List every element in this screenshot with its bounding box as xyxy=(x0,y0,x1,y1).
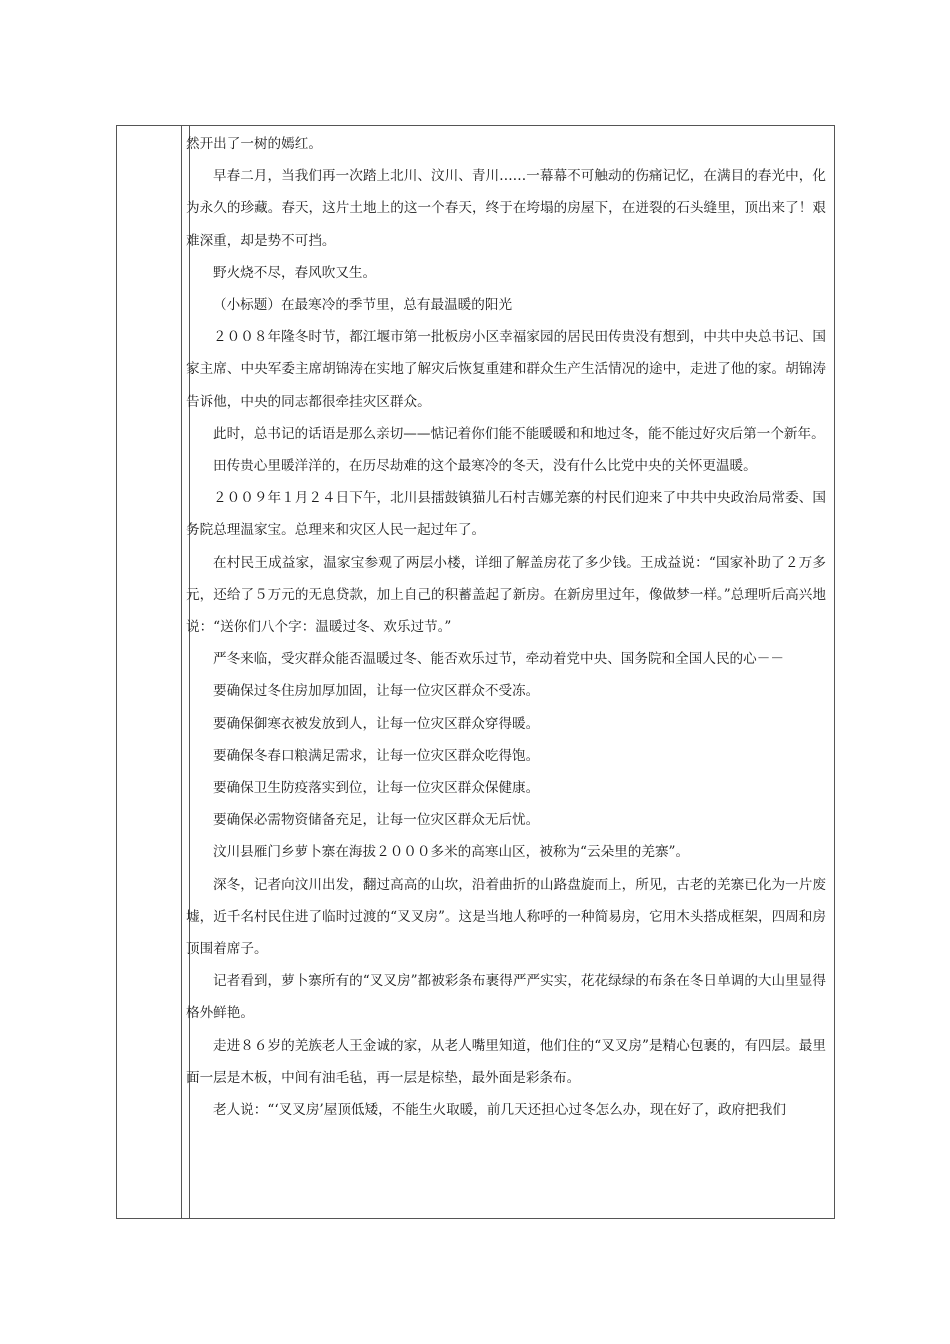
article-body xyxy=(186,128,826,1126)
paragraph: 记者看到，萝卜寨所有的“叉叉房”都被彩条布裹得严严实实，花花绿绿的布条在冬日单调的大山里显得格外鲜艳。 xyxy=(186,973,826,1022)
paragraph: 然开出了一树的嫣红。 xyxy=(186,136,322,152)
paragraph: 野火烧不尽，春风吹又生。 xyxy=(213,264,377,281)
paragraph: （小标题）在最寒冷的季节里，总有最温暖的阳光 xyxy=(213,297,513,314)
paragraph: 汶川县雁门乡萝卜寨在海拔２０００多米的高寒山区，被称为“云朵里的羌寨”。 xyxy=(213,844,690,861)
column-divider-left xyxy=(181,126,182,1218)
paragraph: 早春二月，当我们再一次踏上北川、汶川、青川……一幕幕不可触动的伤痛记忆，在满目的春光中，化为永久的珍藏。春天，这片土地上的这一个春天，终于在垮塌的房屋下，在迸裂的石头缝里，顶出来了！艰难深重，却是势不可挡。 xyxy=(186,168,826,249)
paragraph: 老人说：“‘叉叉房’屋顶低矮，不能生火取暖，前几天还担心过冬怎么办，现在好了，政府把我们 xyxy=(213,1102,786,1119)
paragraph: 要确保过冬住房加厚加固，让每一位灾区群众不受冻。 xyxy=(213,683,540,700)
paragraph: 要确保冬春口粮满足需求，让每一位灾区群众吃得饱。 xyxy=(213,747,540,764)
paragraph: ２００９年１月２４日下午，北川县擂鼓镇猫儿石村吉娜羌寨的村民们迎来了中共中央政治局常委、国务院总理温家宝。总理来和灾区人民一起过年了。 xyxy=(186,490,826,539)
paragraph: 在村民王成益家，温家宝参观了两层小楼，详细了解盖房花了多少钱。王成益说：“国家补助了２万多元，还给了５万元的无息贷款，加上自己的积蓄盖起了新房。在新房里过年，像做梦一样。”总理听后高兴地说：“送你们八个字：温暖过冬、欢乐过节。” xyxy=(186,554,826,636)
paragraph: 要确保卫生防疫落实到位，让每一位灾区群众保健康。 xyxy=(213,780,540,797)
paragraph: 田传贵心里暖洋洋的，在历尽劫难的这个最寒冷的冬天，没有什么比党中央的关怀更温暖。 xyxy=(213,458,757,475)
paragraph: 此时，总书记的话语是那么亲切——惦记着你们能不能暖暖和和地过冬，能不能过好灾后第一个新年。 xyxy=(213,425,825,442)
paragraph: 要确保御寒衣被发放到人，让每一位灾区群众穿得暖。 xyxy=(213,715,540,732)
paragraph: 要确保必需物资储备充足，让每一位灾区群众无后忧。 xyxy=(213,812,540,829)
paragraph: 走进８６岁的羌族老人王金诚的家，从老人嘴里知道，他们住的“叉叉房”是精心包裹的，有四层。最里面一层是木板，中间有油毛毡，再一层是棕垫，最外面是彩条布。 xyxy=(186,1037,826,1086)
paragraph: 严冬来临，受灾群众能否温暖过冬、能否欢乐过节，牵动着党中央、国务院和全国人民的心－－ xyxy=(213,651,784,668)
paragraph: 深冬，记者向汶川出发，翻过高高的山坎，沿着曲折的山路盘旋而上，所见，古老的羌寨已化为一片废墟，近千名村民住进了临时过渡的“叉叉房”。这是当地人称呼的一种简易房，它用木头搭成框架，四周和房顶围着席子。 xyxy=(186,876,826,958)
paragraph: ２００８年隆冬时节，都江堰市第一批板房小区幸福家园的居民田传贵没有想到，中共中央总书记、国家主席、中央军委主席胡锦涛在实地了解灾后恢复重建和群众生产生活情况的途中，走进了他的家。胡锦涛告诉他，中央的同志都很牵挂灾区群众。 xyxy=(186,329,826,410)
